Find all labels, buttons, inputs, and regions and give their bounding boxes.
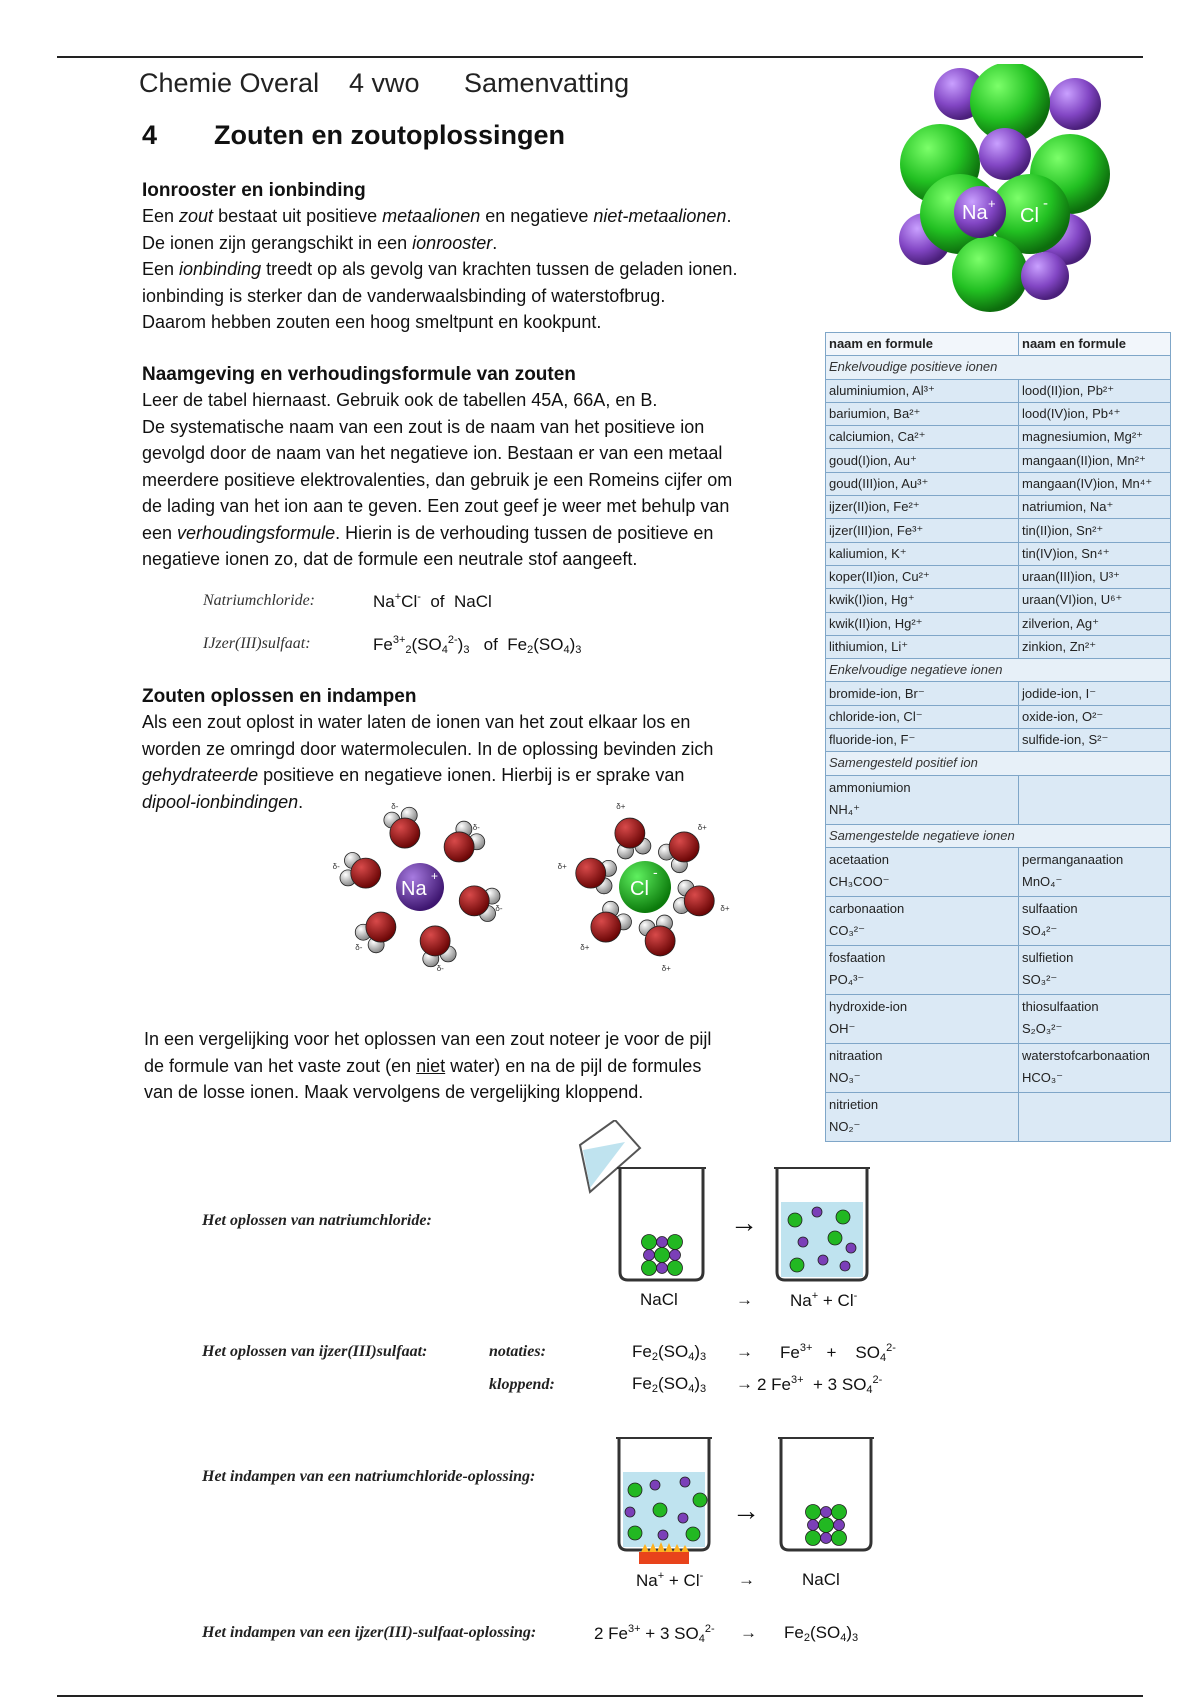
cl-particle (806, 1505, 821, 1520)
na-sphere (1049, 78, 1101, 130)
table-cell (1019, 775, 1171, 824)
text-line: De systematische naam van een zout is de naam van het positieve ion (142, 416, 705, 437)
oxygen-atom (390, 818, 420, 848)
table-cell: bromide-ion, Br⁻ (826, 682, 1019, 705)
cl-particle (642, 1261, 657, 1276)
text-line: Als een zout oplost in water laten de ionen van het zout elkaar los en (142, 712, 691, 732)
oxygen-atom (645, 926, 675, 956)
text-line: de lading van het ion aan te geven. Een zout geef je weer met behulp van (142, 496, 730, 516)
table-row (826, 402, 1171, 425)
dissolve-nacl-left: NaCl (640, 1290, 678, 1309)
table-cell: Samengesteld positief ion (826, 752, 1171, 775)
table-row (826, 635, 1171, 658)
table-cell: ijzer(II)ion, Fe²⁺ (826, 496, 1019, 519)
evap-nacl-arrow: → (738, 1570, 755, 1589)
table-cell: kaliumion, K⁺ (826, 542, 1019, 565)
arrow-icon: → (732, 1495, 760, 1526)
table-row (826, 426, 1171, 449)
italic-term: gehydrateerde (142, 765, 259, 785)
table-cell: fosfaation PO₄³⁻ (826, 945, 1019, 994)
nacl-crystal (642, 1235, 683, 1276)
table-row (826, 472, 1171, 495)
table-row (826, 659, 1171, 682)
text-line: de formule van het vaste zout (en niet water) en na de pijl de formules (144, 1055, 702, 1076)
notation-left: $Fe_2(SO_4)_3$ (632, 1342, 707, 1363)
table-row (826, 847, 1171, 896)
italic-term: verhoudingsformule (177, 522, 336, 543)
table-cell: tin(IV)ion, Sn⁴⁺ (1019, 542, 1171, 565)
cl-particle (790, 1258, 804, 1272)
table-cell: waterstofcarbonaation HCO₃⁻ (1019, 1043, 1171, 1092)
table-cell: sulfietion SO₃²⁻ (1019, 945, 1171, 994)
cl-particle (628, 1483, 642, 1497)
notation-arrow: → (736, 1342, 753, 1361)
example-nacl-label: Natriumchloride: (203, 592, 315, 609)
na-particle (821, 1507, 832, 1518)
chapter-title: Zouten en zoutoplossingen (214, 120, 565, 150)
na-particle (657, 1237, 668, 1248)
table-cell: goud(I)ion, Au⁺ (826, 449, 1019, 472)
partial-charge-label: δ+ (616, 802, 626, 812)
cl-ion-label: Cl (630, 878, 649, 900)
text-line: van de losse ionen. Maak vervolgens de vergelijking kloppend. (144, 1082, 644, 1102)
table-cell: hydroxide-ion OH⁻ (826, 994, 1019, 1043)
na-particle (840, 1261, 850, 1271)
table-cell: jodide-ion, I⁻ (1019, 682, 1171, 705)
table-row (826, 589, 1171, 612)
text-line: gehydrateerde positieve en negatieve ionen. Hierbij is er sprake van (142, 765, 685, 785)
cl-particle (655, 1248, 670, 1263)
table-cell: Enkelvoudige positieve ionen (826, 356, 1171, 379)
table-row (826, 449, 1171, 472)
arrow-icon: → (730, 1207, 758, 1238)
table-cell: magnesiumion, Mg²⁺ (1019, 426, 1171, 449)
cl-label: Cl (1020, 205, 1039, 227)
equation-paragraph (144, 1026, 834, 1106)
table-cell: sulfide-ion, S²⁻ (1019, 729, 1171, 752)
partial-charge-label: δ+ (661, 963, 671, 973)
na-particle (821, 1533, 832, 1544)
table-cell: koper(II)ion, Cu²⁺ (826, 565, 1019, 588)
table-cell: ijzer(III)ion, Fe³⁺ (826, 519, 1019, 542)
text-line: negatieve ionen zo, dat de formule een neutrale stof aangeeft. (142, 549, 638, 569)
table-cell: carbonaation CO₃²⁻ (826, 896, 1019, 945)
balanced-arrow: → (736, 1374, 753, 1393)
na-label: Na (962, 202, 988, 224)
example-fe-label: IJzer(III)sulfaat: (203, 635, 311, 652)
table-cell: ammoniumion NH₄⁺ (826, 775, 1019, 824)
cl-particle (693, 1493, 707, 1507)
notation-right: $Fe^{3+}$ + $SO_4^{2-}$ (780, 1342, 896, 1364)
cl-sphere (952, 236, 1028, 312)
partial-charge-label: δ- (332, 862, 340, 872)
table-row (826, 945, 1171, 994)
text-line: De ionen zijn gerangschikt in een ionrooster. (142, 232, 498, 253)
table-row (826, 705, 1171, 728)
table-cell: Samengestelde negatieve ionen (826, 824, 1171, 847)
evap-fe-label: Het indampen van een ijzer(III)-sulfaat-oplossing: (202, 1624, 537, 1641)
text-line: Leer de tabel hiernaast. Gebruik ook de tabellen 45A, 66A, en B. (142, 390, 658, 410)
partial-charge-label: δ- (355, 943, 363, 953)
partial-charge-label: δ+ (720, 903, 730, 913)
dissolve-nacl-arrow: → (736, 1290, 753, 1309)
italic-term: ionrooster (412, 232, 493, 253)
partial-charge-label: δ- (495, 903, 503, 913)
table-cell (1019, 1092, 1171, 1141)
ion-table (825, 332, 1171, 1142)
oxygen-atom (366, 912, 396, 942)
italic-term: ionbinding (179, 259, 262, 279)
table-row (826, 333, 1171, 356)
ion-lattice-image (880, 64, 1130, 314)
text-line: ionbinding is sterker dan de vanderwaalsbinding of waterstofbrug. (142, 285, 666, 306)
table-row (826, 519, 1171, 542)
evap-nacl-right: NaCl (802, 1570, 840, 1589)
na-particle (670, 1250, 681, 1261)
na-particle (846, 1243, 856, 1253)
text-line: meerdere positieve elektrovalenties, dan gebruik je een Romeins cijfer om (142, 469, 733, 490)
table-row (826, 729, 1171, 752)
oxygen-atom (669, 832, 699, 862)
oxygen-atom (420, 926, 450, 956)
partial-charge-label: δ- (436, 963, 444, 973)
partial-charge-label: δ+ (557, 862, 567, 872)
balanced-label: kloppend: (489, 1376, 555, 1393)
na-particle (798, 1237, 808, 1247)
doc-type: Samenvatting (464, 68, 630, 98)
cl-particle (668, 1235, 683, 1250)
table-cell: chloride-ion, Cl⁻ (826, 705, 1019, 728)
notation-label: notaties: (489, 1343, 546, 1360)
table-cell: lood(IV)ion, Pb⁴⁺ (1019, 402, 1171, 425)
na-particle (657, 1263, 668, 1274)
sec2-body (142, 387, 832, 573)
table-cell: thiosulfaation S₂O₃²⁻ (1019, 994, 1171, 1043)
partial-charge-label: δ+ (580, 943, 590, 953)
cl-particle (788, 1213, 802, 1227)
na-particle (650, 1480, 660, 1490)
table-cell: mangaan(II)ion, Mn²⁺ (1019, 449, 1171, 472)
table-row (826, 542, 1171, 565)
evap-nacl-label: Het indampen van een natriumchloride-oplossing: (202, 1468, 536, 1485)
text-line: Een ionbinding treedt op als gevolg van krachten tussen de geladen ionen. (142, 259, 738, 279)
text-line: Een zout bestaat uit positieve metaalionen en negatieve niet-metaalionen. (142, 206, 732, 226)
table-cell: kwik(II)ion, Hg²⁺ (826, 612, 1019, 635)
na-particle (818, 1255, 828, 1265)
table-cell: zinkion, Zn²⁺ (1019, 635, 1171, 658)
na-sphere (1021, 252, 1069, 300)
italic-term: niet-metaalionen (593, 206, 727, 226)
evap-nacl-diagram (605, 1430, 895, 1565)
table-row (826, 379, 1171, 402)
table-cell: Enkelvoudige negatieve ionen (826, 659, 1171, 682)
dissolve-nacl-label: Het oplossen van natriumchloride: (202, 1212, 432, 1229)
chapter-number: 4 (142, 120, 158, 150)
cl-particle (806, 1531, 821, 1546)
table-row (826, 356, 1171, 379)
table-row (826, 1043, 1171, 1092)
oxygen-atom (576, 858, 606, 888)
table-cell: kwik(I)ion, Hg⁺ (826, 589, 1019, 612)
partial-charge-label: δ+ (697, 822, 707, 832)
heading-naamgeving: Naamgeving en verhoudingsformule van zouten (142, 364, 576, 385)
italic-term: zout (179, 206, 214, 226)
dissolve-fe-label: Het oplossen van ijzer(III)sulfaat: (202, 1343, 428, 1360)
cl-particle (686, 1527, 700, 1541)
example-nacl-formula: Na+Cl- of NaCl (373, 591, 492, 611)
table-cell: calciumion, Ca²⁺ (826, 426, 1019, 449)
course-title: Chemie Overal (139, 68, 320, 98)
partial-charge-label: δ- (472, 822, 480, 832)
table-cell: nitraation NO₃⁻ (826, 1043, 1019, 1092)
nacl-crystal (806, 1505, 847, 1546)
partial-charge-label: δ- (391, 802, 399, 812)
table-cell: nitrietion NO₂⁻ (826, 1092, 1019, 1141)
table-cell: uraan(III)ion, U³⁺ (1019, 565, 1171, 588)
table-row (826, 994, 1171, 1043)
bottom-rule (57, 1695, 1143, 1697)
na-sphere (979, 128, 1031, 180)
table-cell: naam en formule (1019, 333, 1171, 356)
table-cell: acetaation CH₃COO⁻ (826, 847, 1019, 896)
cl-charge: - (1043, 195, 1048, 212)
course-level: 4 vwo (349, 68, 420, 98)
oxygen-atom (444, 832, 474, 862)
text-line: worden ze omringd door watermoleculen. In de oplossing bevinden zich (142, 738, 714, 759)
cl-particle (828, 1231, 842, 1245)
dissolve-nacl-diagram (545, 1120, 885, 1285)
oxygen-atom (615, 818, 645, 848)
na-charge: + (988, 196, 996, 211)
table-cell: goud(III)ion, Au³⁺ (826, 472, 1019, 495)
top-rule (57, 56, 1143, 58)
italic-term: dipool-ionbindingen (142, 791, 299, 812)
table-cell: natriumion, Na⁺ (1019, 496, 1171, 519)
hydration-diagram (325, 795, 745, 990)
table-row (826, 775, 1171, 824)
cl-particle (668, 1261, 683, 1276)
na-particle (812, 1207, 822, 1217)
table-row (826, 682, 1171, 705)
table-row (826, 565, 1171, 588)
table-cell: aluminiumion, Al³⁺ (826, 379, 1019, 402)
text-line: gevolgd door de naam van het negatieve ion. Bestaan er van een metaal (142, 443, 723, 463)
table-cell: bariumion, Ba²⁺ (826, 402, 1019, 425)
cl-particle (819, 1518, 834, 1533)
evap-fe-arrow: → (740, 1623, 757, 1642)
evap-fe-right: $Fe_2(SO_4)_3$ (784, 1623, 859, 1644)
table-cell: naam en formule (826, 333, 1019, 356)
na-particle (834, 1520, 845, 1531)
table-cell: uraan(VI)ion, U⁶⁺ (1019, 589, 1171, 612)
table-row (826, 824, 1171, 847)
cl-particle (653, 1503, 667, 1517)
cl-particle (642, 1235, 657, 1250)
na-particle (680, 1477, 690, 1487)
na-particle (678, 1513, 688, 1523)
table-cell: lithiumion, Li⁺ (826, 635, 1019, 658)
example-fe-formula: $Fe^{3+}_2(SO_4^{2-})_3$ of $Fe_2(SO_4)_3$ (373, 634, 582, 656)
oxygen-atom (459, 886, 489, 916)
table-cell: mangaan(IV)ion, Mn⁴⁺ (1019, 472, 1171, 495)
table-cell: zilverion, Ag⁺ (1019, 612, 1171, 635)
cl-particle (836, 1210, 850, 1224)
text-line: Daarom hebben zouten een hoog smeltpunt en kookpunt. (142, 312, 602, 332)
sec1-body (142, 203, 832, 336)
na-particle (644, 1250, 655, 1261)
table-row (826, 496, 1171, 519)
na-ion-label: Na (401, 878, 427, 900)
italic-term: metaalionen (382, 206, 481, 226)
cl-particle (832, 1505, 847, 1520)
oxygen-atom (351, 858, 381, 888)
oxygen-atom (684, 886, 714, 916)
na-particle (658, 1530, 668, 1540)
table-cell: fluoride-ion, F⁻ (826, 729, 1019, 752)
table-cell: oxide-ion, O²⁻ (1019, 705, 1171, 728)
table-cell: tin(II)ion, Sn²⁺ (1019, 519, 1171, 542)
na-particle (808, 1520, 819, 1531)
table-row (826, 612, 1171, 635)
text-line: dipool-ionbindingen. (142, 791, 304, 812)
dissolve-nacl-right: Na+ + Cl- (790, 1290, 858, 1310)
table-row (826, 752, 1171, 775)
table-cell: permanganaation MnO₄⁻ (1019, 847, 1171, 896)
table-cell: lood(II)ion, Pb²⁺ (1019, 379, 1171, 402)
na-ion-charge: + (431, 869, 439, 883)
evap-nacl-left: Na+ + Cl- (636, 1570, 704, 1590)
heading-oplossen: Zouten oplossen en indampen (142, 686, 417, 707)
oxygen-atom (591, 912, 621, 942)
text-line: een verhoudingsformule. Hierin is de verhouding tussen de positieve en (142, 522, 714, 543)
text-line: In een vergelijking voor het oplossen van een zout noteer je voor de pijl (144, 1029, 712, 1049)
na-particle (625, 1507, 635, 1517)
table-row (826, 896, 1171, 945)
balanced-right: 2 $Fe^{3+} + 3$ $SO_4^{2-}$ (757, 1374, 883, 1396)
table-cell: sulfaation SO₄²⁻ (1019, 896, 1171, 945)
heading-ionrooster: Ionrooster en ionbinding (142, 180, 366, 201)
cl-ion-charge: - (653, 864, 658, 880)
cl-particle (832, 1531, 847, 1546)
balanced-left: $Fe_2(SO_4)_3$ (632, 1374, 707, 1395)
cl-particle (628, 1526, 642, 1540)
evap-fe-left: 2 $Fe^{3+} + 3$ $SO_4^{2-}$ (594, 1623, 715, 1645)
